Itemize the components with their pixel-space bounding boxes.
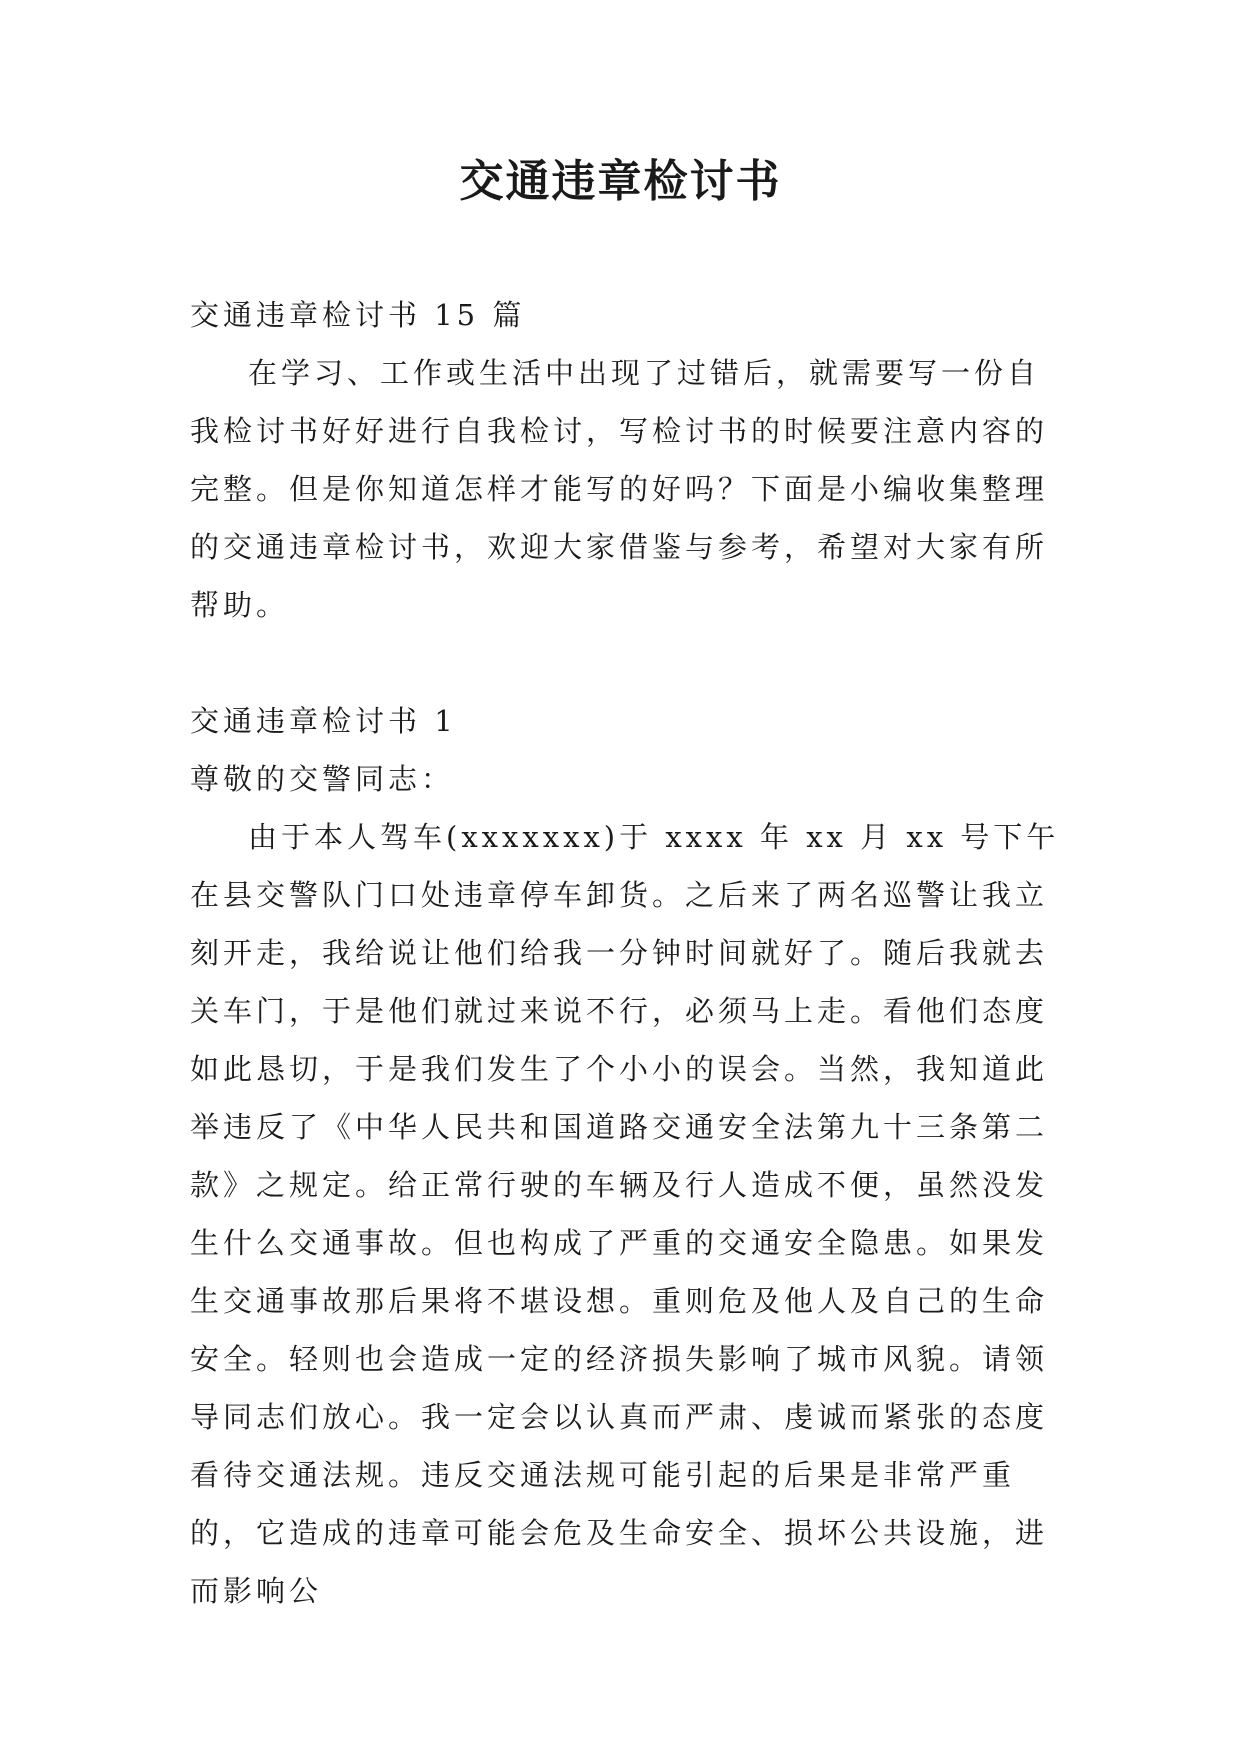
document-content	[190, 286, 1060, 1620]
document-title: 交通违章检讨书	[459, 156, 782, 207]
paragraph-gap	[190, 634, 1060, 692]
salutation: 尊敬的交警同志：	[190, 762, 455, 796]
body-paragraph: 由于本人驾车(xxxxxxx)于 xxxx 年 xx 月 xx 号下午在县交警队门口处违章停车卸货。之后来了两名巡警让我立刻开走，我给说让他们给我一分钟时间就好了。随后我就去关车门，于是他们就过来说不行，必须马上走。看他们态度如此恳切，于是我们发生了个小小的误会。当然，我知道此举违反了《中华人民共和国道路交通安全法第九十三条第二款》之规定。给正常行驶的车辆及行人造成不便，虽然没发生什么交通事故。但也构成了严重的交通安全隐患。如果发生交通事故那后果将不堪设想。重则危及他人及自己的生命安全。轻则也会造成一定的经济损失影响了城市风貌。请领导同志们放心。我一定会以认真而严肃、虔诚而紧张的态度看待交通法规。违反交通法规可能引起的后果是非常严重的，它造成的违章可能会危及生命安全、损坏公共设施，进而影响公	[190, 820, 1060, 1608]
intro-paragraph: 在学习、工作或生活中出现了过错后，就需要写一份自我检讨书好好进行自我检讨，写检讨书的时候要注意内容的完整。但是你知道怎样才能写的好吗？下面是小编收集整理的交通违章检讨书，欢迎大家借鉴与参考，希望对大家有所帮助。	[190, 356, 1049, 622]
document-subtitle: 交通违章检讨书 15 篇	[190, 298, 526, 332]
section-heading: 交通违章检讨书 1	[190, 704, 457, 738]
